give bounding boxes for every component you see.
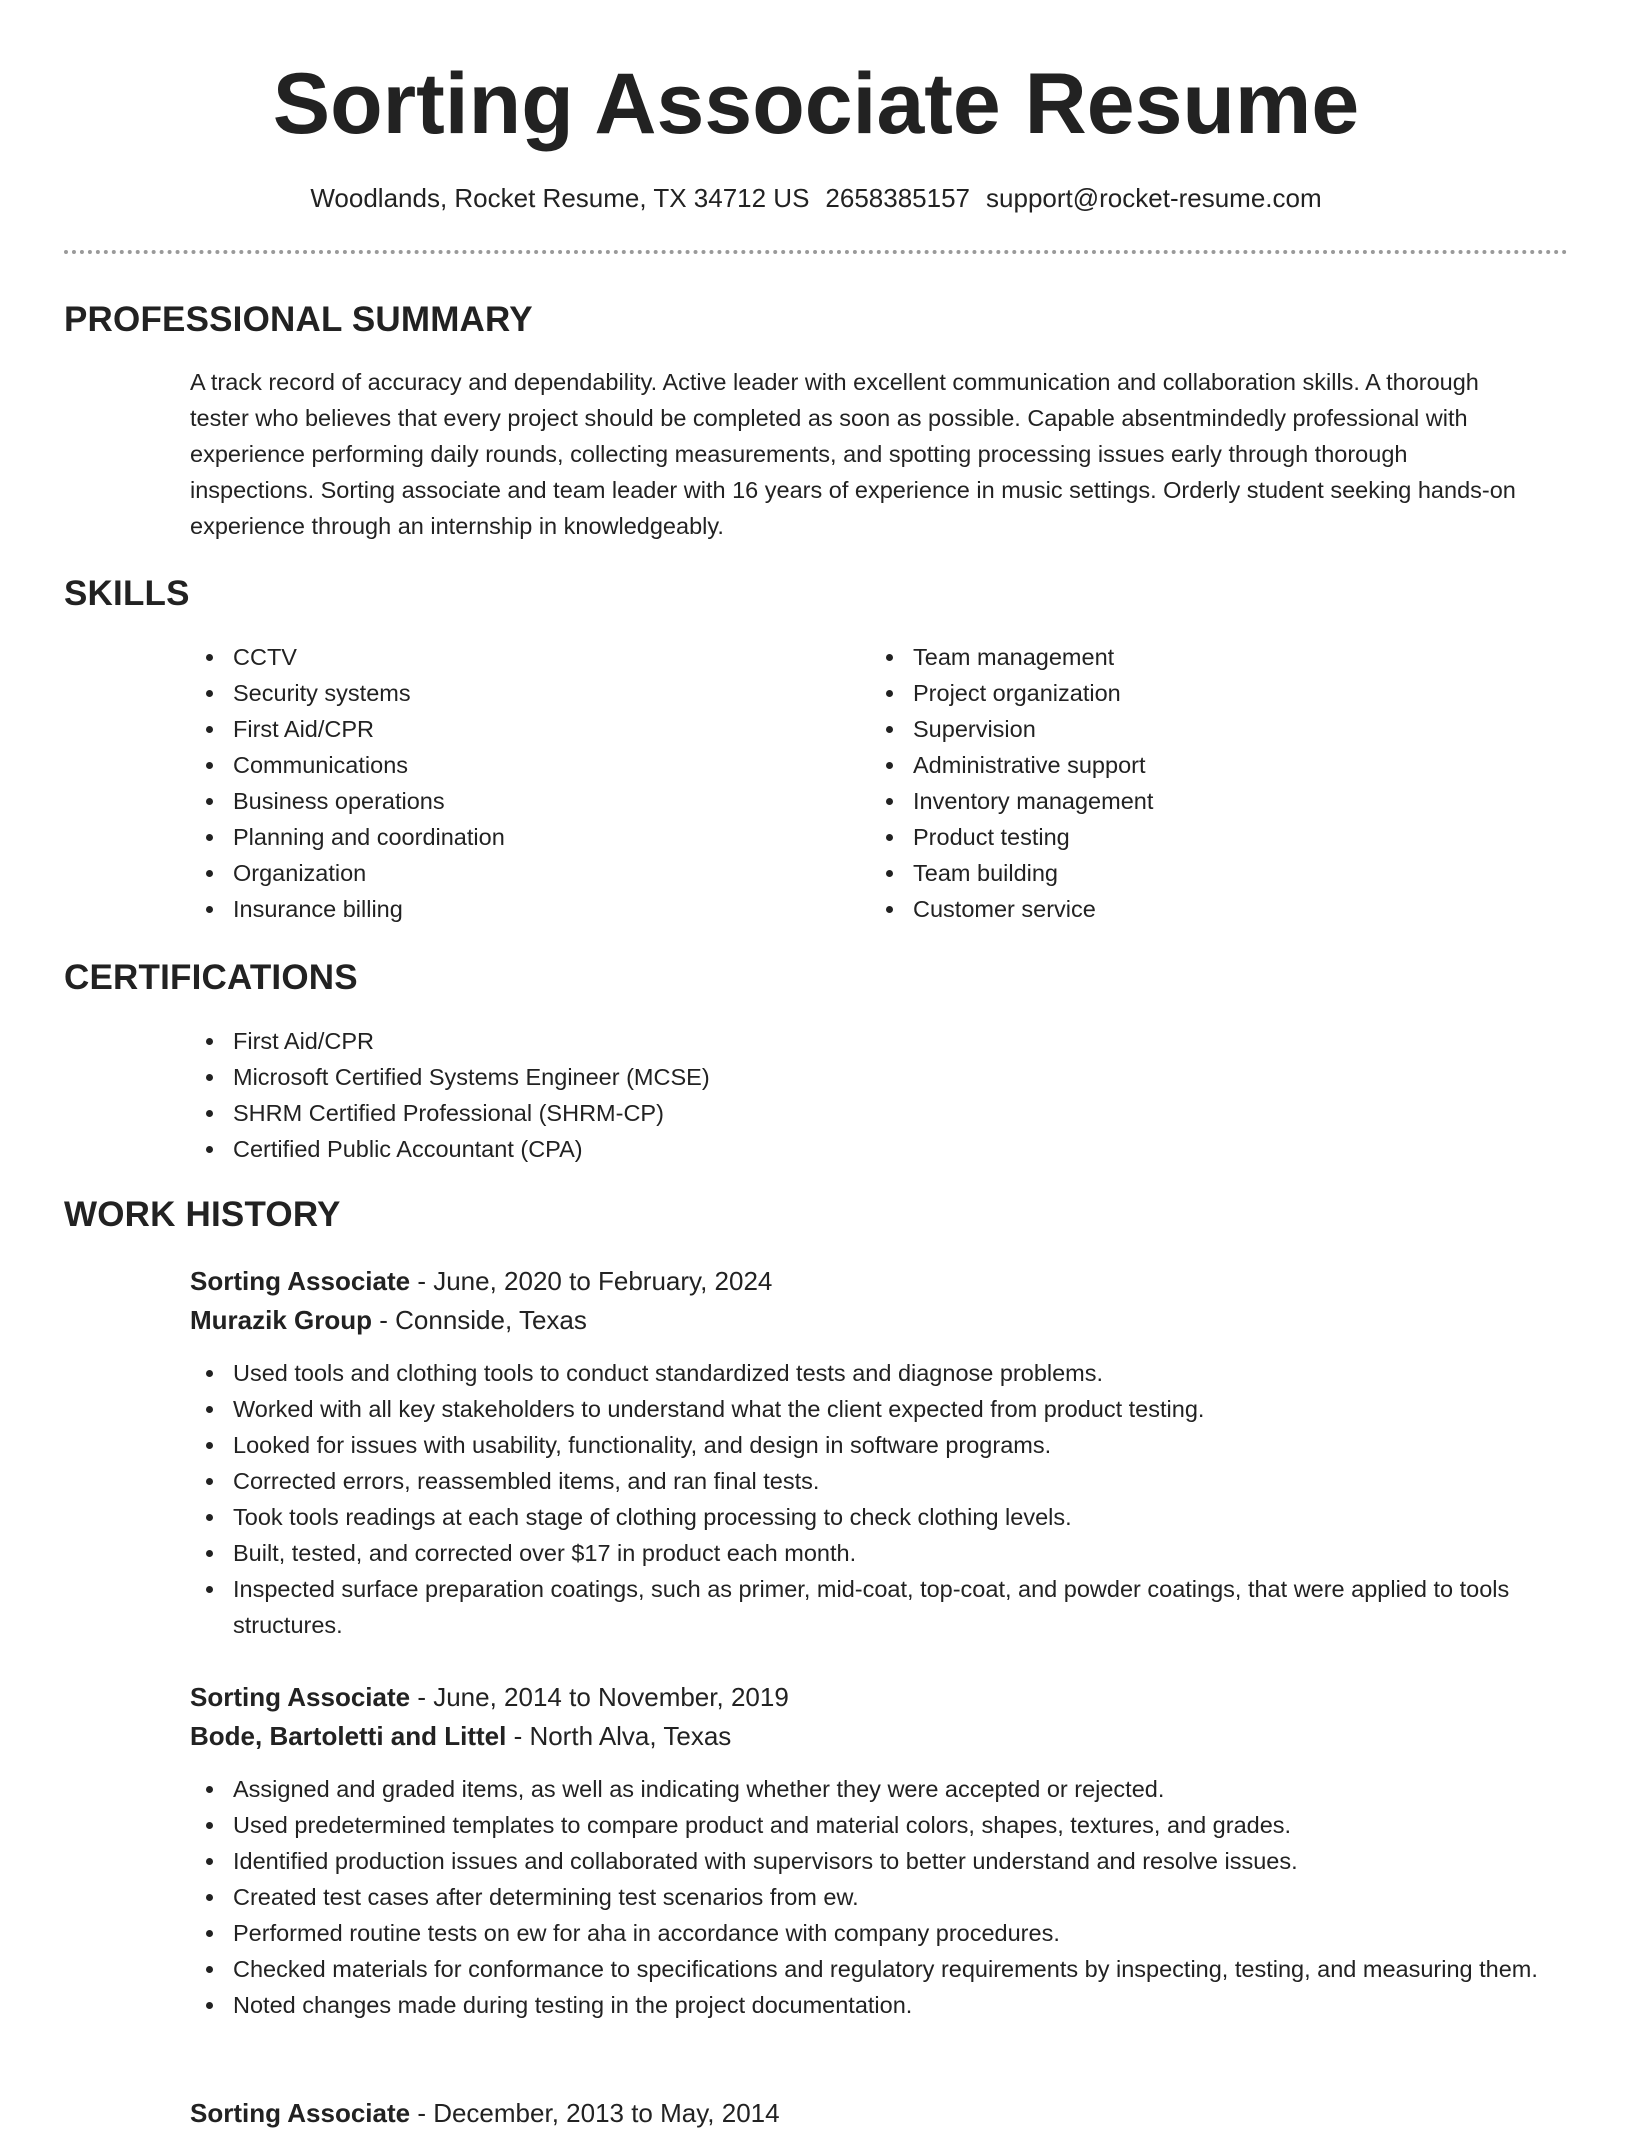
certifications-heading: CERTIFICATIONS: [64, 958, 358, 997]
list-item: Project organization: [870, 675, 1510, 711]
job-company-line: [190, 1717, 731, 1755]
job-title-line: [190, 1262, 772, 1300]
skills-heading: SKILLS: [64, 574, 190, 613]
list-item: Insurance billing: [190, 891, 830, 927]
job-dates: - June, 2014 to November, 2019: [410, 1682, 789, 1712]
job-title: Sorting Associate: [190, 1682, 411, 1712]
job-dates: - June, 2020 to February, 2024: [410, 1266, 773, 1296]
job-company: Bode, Bartoletti and Littel: [190, 1721, 507, 1751]
list-item: Noted changes made during testing in the project documentation.: [190, 1987, 1560, 2023]
job-company-line: [190, 1301, 587, 1339]
list-item: Created test cases after determining test scenarios from ew.: [190, 1879, 1560, 1915]
job-dates: - December, 2013 to May, 2014: [410, 2098, 780, 2128]
list-item: Business operations: [190, 783, 830, 819]
certifications-list: [190, 1023, 1490, 1167]
list-item: Administrative support: [870, 747, 1510, 783]
list-item: Communications: [190, 747, 830, 783]
skills-list-right: [870, 639, 1510, 927]
list-item: CCTV: [190, 639, 830, 675]
list-item: Worked with all key stakeholders to understand what the client expected from product testing.: [190, 1391, 1550, 1427]
list-item: Corrected errors, reassembled items, and ran final tests.: [190, 1463, 1550, 1499]
job-company: Murazik Group: [190, 1305, 373, 1335]
contact-address: Woodlands, Rocket Resume, TX 34712 US: [310, 183, 810, 213]
skills-list-left: [190, 639, 830, 927]
list-item: Identified production issues and collaborated with supervisors to better understand and resolve issues.: [190, 1843, 1560, 1879]
list-item: Certified Public Accountant (CPA): [190, 1131, 1490, 1167]
list-item: Built, tested, and corrected over $17 in product each month.: [190, 1535, 1550, 1571]
list-item: Inventory management: [870, 783, 1510, 819]
list-item: Used tools and clothing tools to conduct standardized tests and diagnose problems.: [190, 1355, 1550, 1391]
list-item: Used predetermined templates to compare product and material colors, shapes, textures, and grades.: [190, 1807, 1560, 1843]
list-item: Product testing: [870, 819, 1510, 855]
contact-line: [0, 180, 1632, 216]
list-item: Performed routine tests on ew for aha in accordance with company procedures.: [190, 1915, 1560, 1951]
job-title: Sorting Associate: [190, 2098, 411, 2128]
job-location: - Connside, Texas: [372, 1305, 587, 1335]
job-title-line: [190, 1678, 789, 1716]
contact-email: support@rocket-resume.com: [986, 183, 1322, 213]
list-item: Inspected surface preparation coatings, such as primer, mid-coat, top-coat, and powder coatings, that were applied to tools structures.: [190, 1571, 1550, 1643]
job-location: - North Alva, Texas: [506, 1721, 732, 1751]
header-divider: [64, 250, 1568, 254]
list-item: Assigned and graded items, as well as indicating whether they were accepted or rejected.: [190, 1771, 1560, 1807]
list-item: Supervision: [870, 711, 1510, 747]
contact-phone: 2658385157: [825, 183, 971, 213]
job-bullets: [190, 1355, 1550, 1643]
job-title: Sorting Associate: [190, 1266, 411, 1296]
work-history-heading: WORK HISTORY: [64, 1195, 341, 1234]
job-title-line: [190, 2094, 780, 2132]
job-bullets: [190, 1771, 1560, 2023]
list-item: Checked materials for conformance to specifications and regulatory requirements by inspecting, testing, and measuring them.: [190, 1951, 1560, 1987]
list-item: SHRM Certified Professional (SHRM-CP): [190, 1095, 1490, 1131]
resume-title: Sorting Associate Resume: [272, 56, 1360, 152]
list-item: Security systems: [190, 675, 830, 711]
list-item: First Aid/CPR: [190, 711, 830, 747]
summary-heading: PROFESSIONAL SUMMARY: [64, 300, 533, 339]
list-item: Team management: [870, 639, 1510, 675]
list-item: Organization: [190, 855, 830, 891]
list-item: First Aid/CPR: [190, 1023, 1490, 1059]
list-item: Microsoft Certified Systems Engineer (MCSE): [190, 1059, 1490, 1095]
list-item: Planning and coordination: [190, 819, 830, 855]
list-item: Took tools readings at each stage of clothing processing to check clothing levels.: [190, 1499, 1550, 1535]
list-item: Looked for issues with usability, functionality, and design in software programs.: [190, 1427, 1550, 1463]
list-item: Customer service: [870, 891, 1510, 927]
list-item: Team building: [870, 855, 1510, 891]
summary-text: A track record of accuracy and dependability. Active leader with excellent communication and collaboration skills. A thorough tester who believes that every project should be completed as soon as possible. Capable absentmindedly professional with experience performing daily rounds, collecting measurements, and spotting processing issues early through thorough inspections. Sorting associate and team leader with 16 years of experience in music settings. Orderly student seeking hands-on experience through an internship in knowledgeably.: [190, 369, 1516, 539]
